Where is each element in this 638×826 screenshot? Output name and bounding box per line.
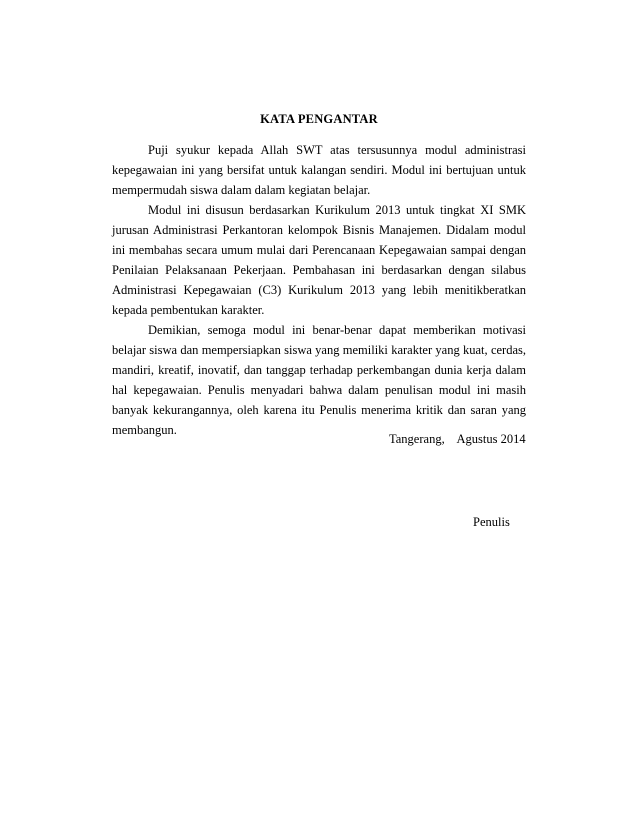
page-title: KATA PENGANTAR — [260, 112, 378, 126]
place-date: Tangerang, Agustus 2014 — [389, 432, 526, 446]
paragraph-3: Demikian, semoga modul ini benar-benar dapat memberikan motivasi belajar siswa dan mempersiapkan siswa yang memiliki karakter yang kuat, cerdas, mandiri, kreatif, inovatif, dan tanggap terhadap perkembangan dunia kerja dalam hal kepegawaian. Penulis menyadari bahwa dalam penulisan modul ini masih banyak kekurangannya, oleh karena itu Penulis menerima kritik dan saran yang membangun. — [112, 323, 526, 437]
paragraph-2: Modul ini disusun berdasarkan Kurikulum 2013 untuk tingkat XI SMK jurusan Administrasi Perkantoran kelompok Bisnis Manajemen. Didalam modul ini membahas secara umum mulai dari Perencanaan Kepegawaian sampai dengan Penilaian Pelaksanaan Pekerjaan. Pembahasan ini berdasarkan dengan silabus Administrasi Kepegawaian (C3) Kurikulum 2013 yang lebih menitikberatkan kepada pembentukan karakter. — [112, 203, 526, 317]
author-signature: Penulis — [473, 515, 510, 529]
paragraph-1: Puji syukur kepada Allah SWT atas tersusunnya modul administrasi kepegawaian ini yang bersifat untuk kalangan sendiri. Modul ini bertujuan untuk mempermudah siswa dalam dalam kegiatan belajar. — [112, 143, 526, 197]
